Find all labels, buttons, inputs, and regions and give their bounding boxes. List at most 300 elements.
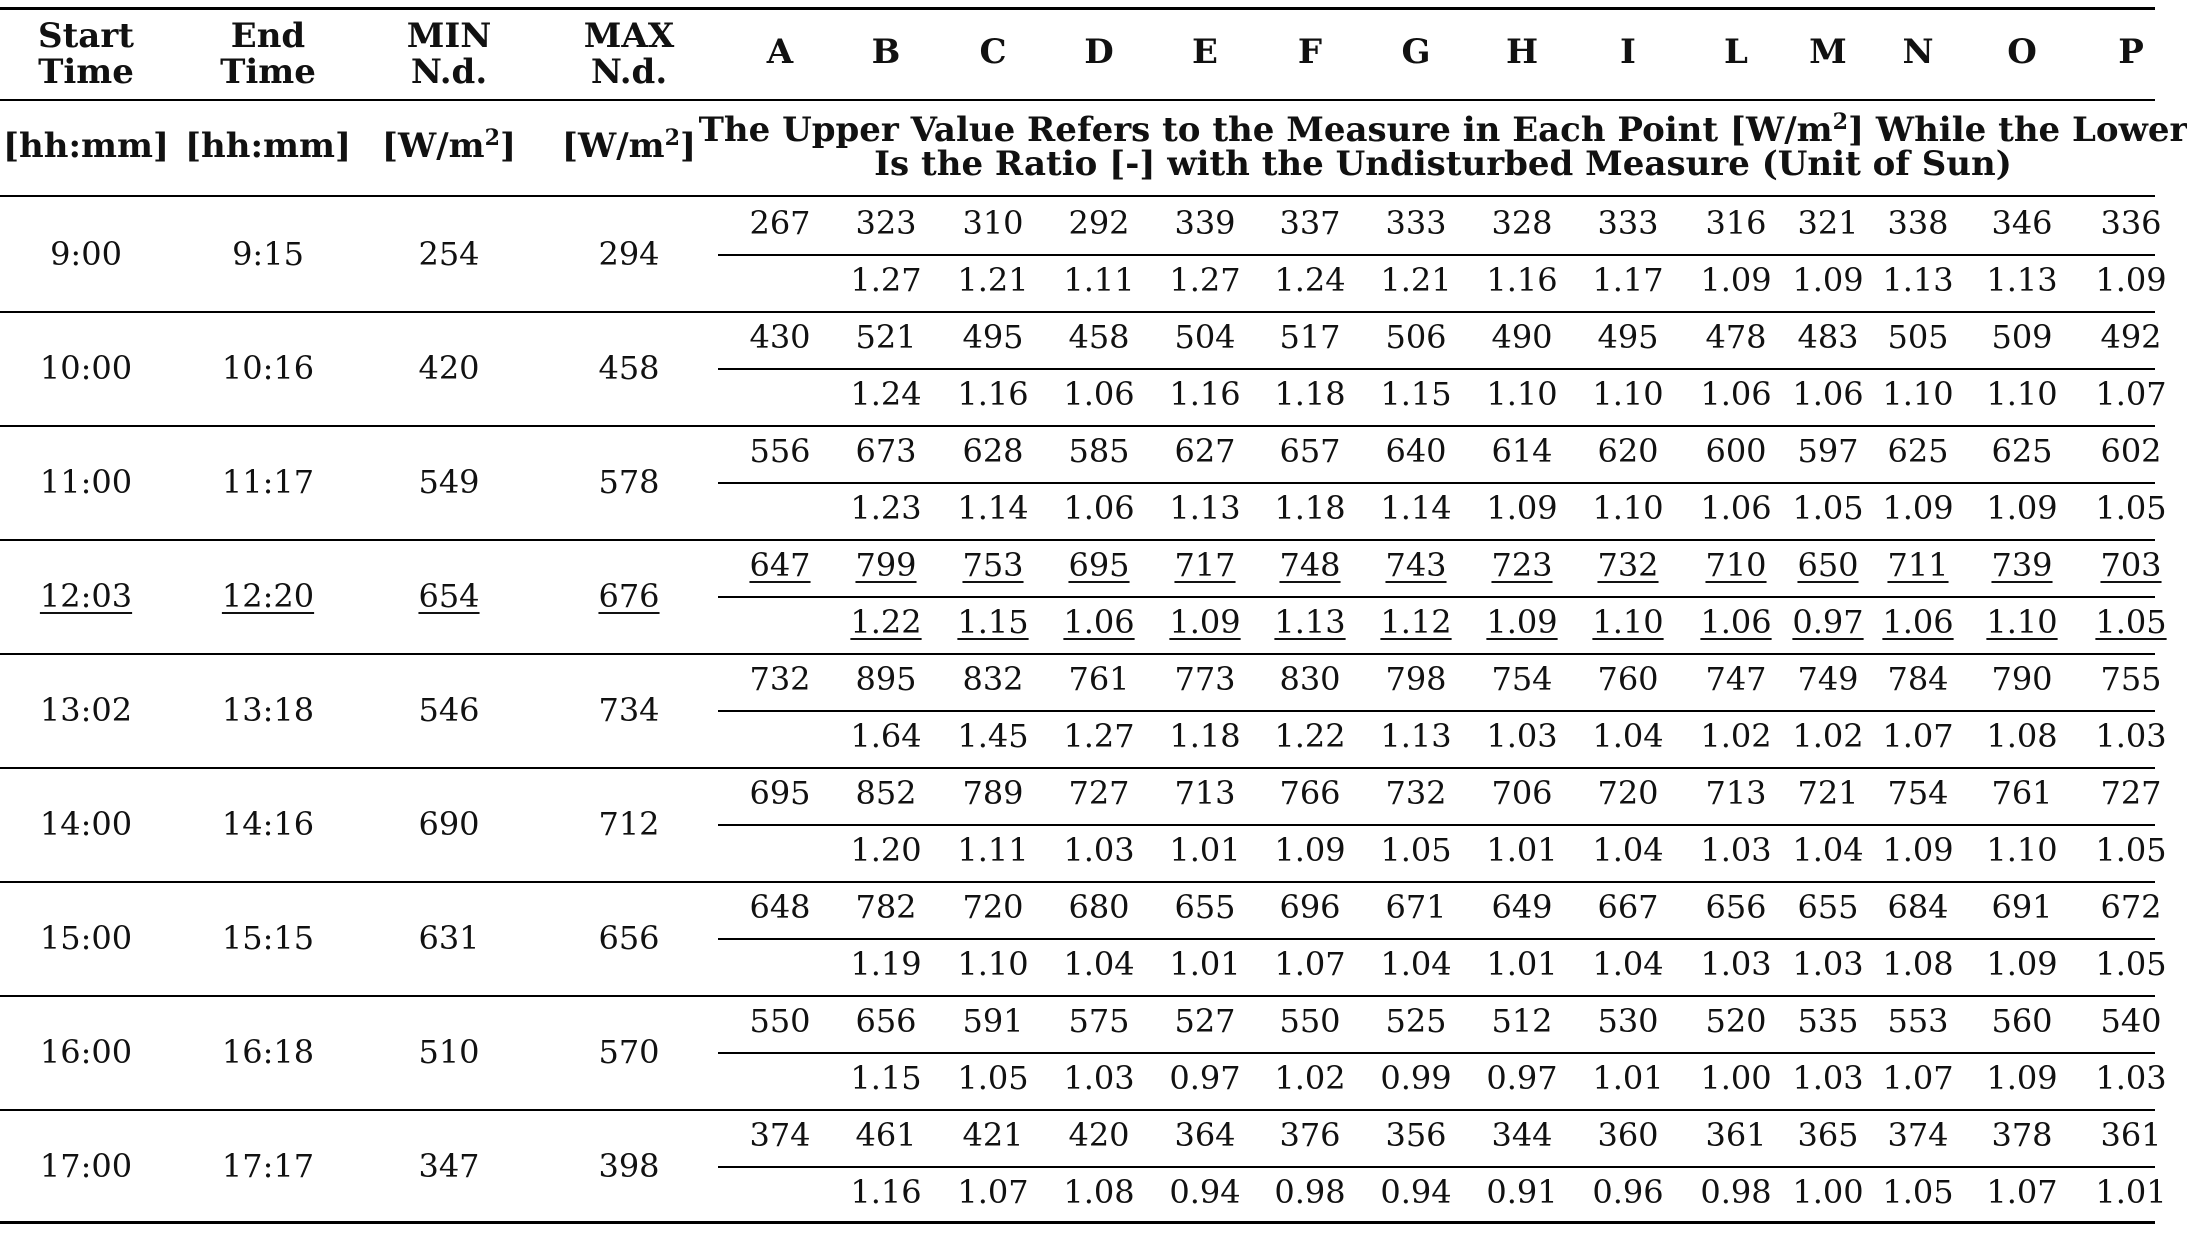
cell-lower-i: 1.04 xyxy=(1592,831,1664,869)
cell-max-nd: 398 xyxy=(598,1147,660,1185)
header-point-g: G xyxy=(1401,32,1431,72)
cell-min-nd: 420 xyxy=(418,349,480,387)
header-point-o: O xyxy=(2007,32,2037,72)
cell-lower-o: 1.09 xyxy=(1986,489,2058,527)
cell-lower-g: 0.94 xyxy=(1380,1173,1452,1211)
cell-upper-n: 784 xyxy=(1887,660,1949,698)
cell-lower-i: 1.04 xyxy=(1592,717,1664,755)
cell-upper-d: 575 xyxy=(1068,1002,1130,1040)
cell-start-time: 10:00 xyxy=(39,349,133,387)
cell-upper-o: 761 xyxy=(1991,774,2053,812)
cell-upper-c: 789 xyxy=(962,774,1024,812)
cell-lower-o: 1.07 xyxy=(1986,1173,2058,1211)
cell-upper-o: 790 xyxy=(1991,660,2053,698)
cell-upper-g: 356 xyxy=(1385,1116,1447,1154)
cell-lower-f: 0.98 xyxy=(1274,1173,1346,1211)
cell-end-time: 14:16 xyxy=(221,805,315,843)
cell-lower-n: 1.08 xyxy=(1882,945,1954,983)
cell-upper-o: 739 xyxy=(1991,546,2053,584)
cell-start-time: 16:00 xyxy=(39,1033,133,1071)
cell-lower-g: 1.04 xyxy=(1380,945,1452,983)
cell-lower-d: 1.04 xyxy=(1063,945,1135,983)
cell-upper-h: 614 xyxy=(1491,432,1553,470)
cell-lower-f: 1.18 xyxy=(1274,489,1346,527)
cell-upper-m: 749 xyxy=(1797,660,1859,698)
row-split-rule xyxy=(718,482,2155,484)
cell-start-time: 17:00 xyxy=(39,1147,133,1185)
cell-lower-h: 1.09 xyxy=(1486,489,1558,527)
cell-lower-c: 1.15 xyxy=(957,603,1029,641)
header-label: Start xyxy=(38,16,134,56)
cell-lower-p: 1.05 xyxy=(2095,603,2167,641)
cell-upper-o: 346 xyxy=(1991,204,2053,242)
cell-lower-d: 1.27 xyxy=(1063,717,1135,755)
cell-upper-b: 782 xyxy=(855,888,917,926)
cell-lower-d: 1.06 xyxy=(1063,375,1135,413)
cell-upper-b: 656 xyxy=(855,1002,917,1040)
cell-upper-p: 602 xyxy=(2100,432,2162,470)
cell-upper-l: 316 xyxy=(1705,204,1767,242)
cell-lower-f: 1.07 xyxy=(1274,945,1346,983)
unit-text: ] xyxy=(679,126,697,166)
cell-lower-b: 1.19 xyxy=(850,945,922,983)
unit-exponent: 2 xyxy=(664,124,680,151)
cell-lower-c: 1.11 xyxy=(957,831,1029,869)
cell-lower-f: 1.18 xyxy=(1274,375,1346,413)
cell-end-time: 10:16 xyxy=(221,349,315,387)
cell-upper-f: 376 xyxy=(1279,1116,1341,1154)
header-divider xyxy=(0,99,2155,101)
cell-upper-n: 754 xyxy=(1887,774,1949,812)
cell-lower-p: 1.05 xyxy=(2095,831,2167,869)
cell-lower-l: 1.06 xyxy=(1700,603,1772,641)
cell-upper-n: 505 xyxy=(1887,318,1949,356)
cell-min-nd: 549 xyxy=(418,463,480,501)
cell-min-nd: 347 xyxy=(418,1147,480,1185)
cell-lower-c: 1.10 xyxy=(957,945,1029,983)
cell-lower-m: 0.97 xyxy=(1792,603,1864,641)
header-point-m: M xyxy=(1809,32,1847,72)
cell-lower-c: 1.16 xyxy=(957,375,1029,413)
cell-end-time: 11:17 xyxy=(221,463,315,501)
cell-min-nd: 631 xyxy=(418,919,480,957)
cell-upper-o: 509 xyxy=(1991,318,2053,356)
header-point-d: D xyxy=(1084,32,1114,72)
cell-upper-a: 550 xyxy=(749,1002,811,1040)
row-split-rule xyxy=(718,938,2155,940)
cell-upper-b: 323 xyxy=(855,204,917,242)
cell-upper-l: 600 xyxy=(1705,432,1767,470)
cell-lower-l: 1.06 xyxy=(1700,489,1772,527)
header-label: Time xyxy=(38,52,134,92)
cell-upper-a: 267 xyxy=(749,204,811,242)
cell-max-nd: 570 xyxy=(598,1033,660,1071)
cell-lower-n: 1.09 xyxy=(1882,489,1954,527)
cell-upper-a: 556 xyxy=(749,432,811,470)
cell-lower-c: 1.07 xyxy=(957,1173,1029,1211)
header-point-i: I xyxy=(1620,32,1636,72)
header-start-time xyxy=(38,18,134,90)
header-min-nd xyxy=(407,18,492,90)
cell-start-time: 13:02 xyxy=(39,691,133,729)
cell-start-time: 9:00 xyxy=(50,235,122,273)
cell-upper-d: 695 xyxy=(1068,546,1130,584)
header-note xyxy=(698,108,2187,184)
header-point-n: N xyxy=(1902,32,1934,72)
cell-lower-e: 1.13 xyxy=(1169,489,1241,527)
cell-upper-a: 430 xyxy=(749,318,811,356)
table-row xyxy=(0,995,2167,1109)
cell-upper-e: 773 xyxy=(1174,660,1236,698)
cell-min-nd: 510 xyxy=(418,1033,480,1071)
row-split-rule xyxy=(718,1166,2155,1168)
cell-upper-g: 671 xyxy=(1385,888,1447,926)
cell-upper-n: 711 xyxy=(1887,546,1949,584)
cell-max-nd: 458 xyxy=(598,349,660,387)
cell-lower-d: 1.03 xyxy=(1063,831,1135,869)
unit-text: [W/m xyxy=(561,126,665,166)
row-split-rule xyxy=(718,368,2155,370)
cell-lower-p: 1.03 xyxy=(2095,717,2167,755)
cell-upper-m: 597 xyxy=(1797,432,1859,470)
cell-upper-e: 717 xyxy=(1174,546,1236,584)
header-max-nd xyxy=(584,18,674,90)
row-split-rule xyxy=(718,254,2155,256)
cell-lower-e: 1.01 xyxy=(1169,945,1241,983)
cell-upper-d: 727 xyxy=(1068,774,1130,812)
cell-upper-m: 721 xyxy=(1797,774,1859,812)
cell-lower-l: 0.98 xyxy=(1700,1173,1772,1211)
header-point-l: L xyxy=(1724,32,1748,72)
cell-upper-e: 527 xyxy=(1174,1002,1236,1040)
cell-lower-m: 1.02 xyxy=(1792,717,1864,755)
cell-lower-g: 1.13 xyxy=(1380,717,1452,755)
header-label: N.d. xyxy=(590,52,668,92)
cell-start-time: 14:00 xyxy=(39,805,133,843)
cell-upper-a: 647 xyxy=(749,546,811,584)
cell-min-nd: 654 xyxy=(418,577,480,615)
unit-text: ] xyxy=(499,126,517,166)
cell-max-nd: 294 xyxy=(598,235,660,273)
cell-max-nd: 578 xyxy=(598,463,660,501)
header-point-f: F xyxy=(1297,32,1323,72)
cell-lower-i: 0.96 xyxy=(1592,1173,1664,1211)
cell-upper-o: 560 xyxy=(1991,1002,2053,1040)
cell-lower-p: 1.07 xyxy=(2095,375,2167,413)
cell-lower-m: 1.05 xyxy=(1792,489,1864,527)
cell-lower-o: 1.10 xyxy=(1986,375,2058,413)
cell-upper-m: 321 xyxy=(1797,204,1859,242)
cell-upper-i: 530 xyxy=(1597,1002,1659,1040)
cell-upper-h: 723 xyxy=(1491,546,1553,584)
cell-upper-f: 696 xyxy=(1279,888,1341,926)
cell-upper-a: 648 xyxy=(749,888,811,926)
cell-lower-e: 1.01 xyxy=(1169,831,1241,869)
cell-lower-n: 1.07 xyxy=(1882,1059,1954,1097)
cell-upper-c: 591 xyxy=(962,1002,1024,1040)
cell-upper-b: 852 xyxy=(855,774,917,812)
header-label: MIN xyxy=(406,16,492,56)
table-bottom-rule xyxy=(0,1221,2155,1224)
cell-upper-p: 703 xyxy=(2100,546,2162,584)
cell-lower-p: 1.01 xyxy=(2095,1173,2167,1211)
row-split-rule xyxy=(718,596,2155,598)
cell-upper-m: 483 xyxy=(1797,318,1859,356)
cell-lower-f: 1.24 xyxy=(1274,261,1346,299)
header-point-a: A xyxy=(766,32,794,72)
cell-upper-p: 755 xyxy=(2100,660,2162,698)
cell-upper-i: 732 xyxy=(1597,546,1659,584)
cell-lower-b: 1.24 xyxy=(850,375,922,413)
cell-upper-p: 492 xyxy=(2100,318,2162,356)
cell-upper-c: 310 xyxy=(962,204,1024,242)
cell-lower-c: 1.21 xyxy=(957,261,1029,299)
cell-lower-h: 1.16 xyxy=(1486,261,1558,299)
cell-lower-e: 0.94 xyxy=(1169,1173,1241,1211)
cell-upper-d: 585 xyxy=(1068,432,1130,470)
header-label: MAX xyxy=(583,16,675,56)
cell-lower-g: 0.99 xyxy=(1380,1059,1452,1097)
cell-upper-d: 761 xyxy=(1068,660,1130,698)
cell-upper-l: 478 xyxy=(1705,318,1767,356)
cell-max-nd: 712 xyxy=(598,805,660,843)
cell-lower-o: 1.08 xyxy=(1986,717,2058,755)
table-row xyxy=(0,767,2167,881)
table-row xyxy=(0,425,2167,539)
cell-upper-i: 720 xyxy=(1597,774,1659,812)
cell-lower-i: 1.01 xyxy=(1592,1059,1664,1097)
header-end-time xyxy=(220,18,316,90)
cell-lower-m: 1.09 xyxy=(1792,261,1864,299)
cell-lower-b: 1.20 xyxy=(850,831,922,869)
cell-upper-e: 627 xyxy=(1174,432,1236,470)
cell-upper-b: 799 xyxy=(855,546,917,584)
table-row xyxy=(0,881,2167,995)
cell-end-time: 16:18 xyxy=(221,1033,315,1071)
unit-max-nd xyxy=(561,124,697,166)
cell-lower-n: 1.09 xyxy=(1882,831,1954,869)
unit-end-time: [hh:mm] xyxy=(184,126,352,166)
cell-lower-o: 1.09 xyxy=(1986,1059,2058,1097)
cell-upper-p: 361 xyxy=(2100,1116,2162,1154)
cell-upper-c: 720 xyxy=(962,888,1024,926)
cell-upper-c: 495 xyxy=(962,318,1024,356)
cell-upper-i: 360 xyxy=(1597,1116,1659,1154)
row-split-rule xyxy=(718,1052,2155,1054)
header-point-h: H xyxy=(1505,32,1539,72)
cell-upper-e: 339 xyxy=(1174,204,1236,242)
cell-lower-m: 1.03 xyxy=(1792,945,1864,983)
cell-lower-m: 1.03 xyxy=(1792,1059,1864,1097)
cell-upper-b: 521 xyxy=(855,318,917,356)
cell-upper-h: 344 xyxy=(1491,1116,1553,1154)
cell-lower-d: 1.06 xyxy=(1063,489,1135,527)
cell-upper-h: 649 xyxy=(1491,888,1553,926)
cell-upper-o: 378 xyxy=(1991,1116,2053,1154)
cell-upper-f: 657 xyxy=(1279,432,1341,470)
cell-lower-e: 1.27 xyxy=(1169,261,1241,299)
cell-end-time: 12:20 xyxy=(221,577,315,615)
cell-upper-i: 333 xyxy=(1597,204,1659,242)
cell-lower-n: 1.05 xyxy=(1882,1173,1954,1211)
cell-lower-d: 1.11 xyxy=(1063,261,1135,299)
cell-lower-i: 1.10 xyxy=(1592,603,1664,641)
cell-upper-c: 421 xyxy=(962,1116,1024,1154)
cell-lower-i: 1.10 xyxy=(1592,489,1664,527)
cell-upper-m: 365 xyxy=(1797,1116,1859,1154)
cell-upper-g: 732 xyxy=(1385,774,1447,812)
cell-max-nd: 656 xyxy=(598,919,660,957)
cell-upper-a: 374 xyxy=(749,1116,811,1154)
cell-upper-p: 540 xyxy=(2100,1002,2162,1040)
cell-upper-f: 766 xyxy=(1279,774,1341,812)
cell-upper-n: 553 xyxy=(1887,1002,1949,1040)
cell-upper-n: 625 xyxy=(1887,432,1949,470)
cell-lower-h: 1.01 xyxy=(1486,945,1558,983)
cell-lower-l: 1.02 xyxy=(1700,717,1772,755)
cell-upper-h: 706 xyxy=(1491,774,1553,812)
cell-upper-f: 337 xyxy=(1279,204,1341,242)
cell-max-nd: 676 xyxy=(598,577,660,615)
cell-upper-f: 830 xyxy=(1279,660,1341,698)
cell-lower-l: 1.03 xyxy=(1700,945,1772,983)
cell-upper-c: 753 xyxy=(962,546,1024,584)
cell-upper-f: 748 xyxy=(1279,546,1341,584)
cell-upper-g: 333 xyxy=(1385,204,1447,242)
row-split-rule xyxy=(718,710,2155,712)
cell-upper-e: 713 xyxy=(1174,774,1236,812)
cell-upper-b: 673 xyxy=(855,432,917,470)
cell-lower-l: 1.00 xyxy=(1700,1059,1772,1097)
cell-upper-n: 338 xyxy=(1887,204,1949,242)
cell-upper-a: 695 xyxy=(749,774,811,812)
cell-lower-d: 1.03 xyxy=(1063,1059,1135,1097)
cell-end-time: 15:15 xyxy=(221,919,315,957)
cell-lower-f: 1.13 xyxy=(1274,603,1346,641)
cell-upper-d: 680 xyxy=(1068,888,1130,926)
cell-lower-g: 1.21 xyxy=(1380,261,1452,299)
cell-min-nd: 254 xyxy=(418,235,480,273)
cell-lower-h: 1.09 xyxy=(1486,603,1558,641)
cell-lower-h: 1.01 xyxy=(1486,831,1558,869)
unit-min-nd xyxy=(381,124,517,166)
cell-upper-g: 506 xyxy=(1385,318,1447,356)
cell-lower-b: 1.27 xyxy=(850,261,922,299)
cell-upper-g: 743 xyxy=(1385,546,1447,584)
cell-lower-d: 1.06 xyxy=(1063,603,1135,641)
note-text: The Upper Value Refers to the Measure in Each Point [W/m xyxy=(698,110,1833,150)
table-row xyxy=(0,197,2167,311)
cell-lower-l: 1.03 xyxy=(1700,831,1772,869)
cell-upper-h: 328 xyxy=(1491,204,1553,242)
cell-upper-a: 732 xyxy=(749,660,811,698)
cell-min-nd: 546 xyxy=(418,691,480,729)
cell-upper-n: 374 xyxy=(1887,1116,1949,1154)
cell-upper-o: 691 xyxy=(1991,888,2053,926)
cell-lower-p: 1.03 xyxy=(2095,1059,2167,1097)
header-point-c: C xyxy=(979,32,1007,72)
cell-upper-e: 504 xyxy=(1174,318,1236,356)
note-text: ] While the Lower xyxy=(1847,110,2187,150)
cell-upper-l: 710 xyxy=(1705,546,1767,584)
cell-start-time: 11:00 xyxy=(39,463,133,501)
cell-lower-l: 1.06 xyxy=(1700,375,1772,413)
cell-upper-d: 292 xyxy=(1068,204,1130,242)
cell-lower-c: 1.45 xyxy=(957,717,1029,755)
cell-lower-o: 1.10 xyxy=(1986,603,2058,641)
note-line-1 xyxy=(698,108,2187,150)
table-row xyxy=(0,539,2167,653)
cell-lower-n: 1.10 xyxy=(1882,375,1954,413)
cell-lower-i: 1.10 xyxy=(1592,375,1664,413)
cell-lower-b: 1.64 xyxy=(850,717,922,755)
header-point-e: E xyxy=(1192,32,1218,72)
cell-min-nd: 690 xyxy=(418,805,480,843)
cell-lower-l: 1.09 xyxy=(1700,261,1772,299)
cell-upper-i: 495 xyxy=(1597,318,1659,356)
cell-lower-m: 1.06 xyxy=(1792,375,1864,413)
cell-upper-l: 713 xyxy=(1705,774,1767,812)
cell-upper-h: 490 xyxy=(1491,318,1553,356)
cell-upper-c: 832 xyxy=(962,660,1024,698)
cell-lower-e: 1.16 xyxy=(1169,375,1241,413)
note-line-2: Is the Ratio [-] with the Undisturbed Measure (Unit of Sun) xyxy=(874,144,2012,184)
row-split-rule xyxy=(718,824,2155,826)
unit-text: [W/m xyxy=(381,126,485,166)
cell-lower-f: 1.02 xyxy=(1274,1059,1346,1097)
cell-lower-b: 1.16 xyxy=(850,1173,922,1211)
header-point-p: P xyxy=(2118,32,2144,72)
cell-lower-n: 1.06 xyxy=(1882,603,1954,641)
cell-upper-e: 364 xyxy=(1174,1116,1236,1154)
cell-upper-m: 650 xyxy=(1797,546,1859,584)
header-label: Time xyxy=(220,52,316,92)
cell-lower-f: 1.22 xyxy=(1274,717,1346,755)
cell-lower-g: 1.14 xyxy=(1380,489,1452,527)
cell-lower-n: 1.13 xyxy=(1882,261,1954,299)
cell-lower-h: 0.97 xyxy=(1486,1059,1558,1097)
cell-upper-g: 798 xyxy=(1385,660,1447,698)
cell-upper-l: 361 xyxy=(1705,1116,1767,1154)
cell-upper-n: 684 xyxy=(1887,888,1949,926)
cell-lower-p: 1.09 xyxy=(2095,261,2167,299)
header-point-b: B xyxy=(871,32,901,72)
cell-lower-e: 1.09 xyxy=(1169,603,1241,641)
cell-lower-m: 1.04 xyxy=(1792,831,1864,869)
table-row xyxy=(0,1109,2167,1223)
cell-upper-g: 640 xyxy=(1385,432,1447,470)
cell-lower-h: 0.91 xyxy=(1486,1173,1558,1211)
cell-lower-e: 1.18 xyxy=(1169,717,1241,755)
cell-lower-b: 1.15 xyxy=(850,1059,922,1097)
unit-exponent: 2 xyxy=(484,124,500,151)
cell-upper-p: 727 xyxy=(2100,774,2162,812)
cell-lower-h: 1.03 xyxy=(1486,717,1558,755)
cell-upper-i: 620 xyxy=(1597,432,1659,470)
cell-upper-l: 747 xyxy=(1705,660,1767,698)
cell-upper-h: 512 xyxy=(1491,1002,1553,1040)
cell-upper-b: 895 xyxy=(855,660,917,698)
cell-lower-i: 1.17 xyxy=(1592,261,1664,299)
cell-lower-i: 1.04 xyxy=(1592,945,1664,983)
cell-end-time: 13:18 xyxy=(221,691,315,729)
cell-upper-g: 525 xyxy=(1385,1002,1447,1040)
cell-upper-b: 461 xyxy=(855,1116,917,1154)
cell-lower-g: 1.05 xyxy=(1380,831,1452,869)
cell-lower-f: 1.09 xyxy=(1274,831,1346,869)
cell-lower-g: 1.15 xyxy=(1380,375,1452,413)
cell-lower-b: 1.22 xyxy=(850,603,922,641)
